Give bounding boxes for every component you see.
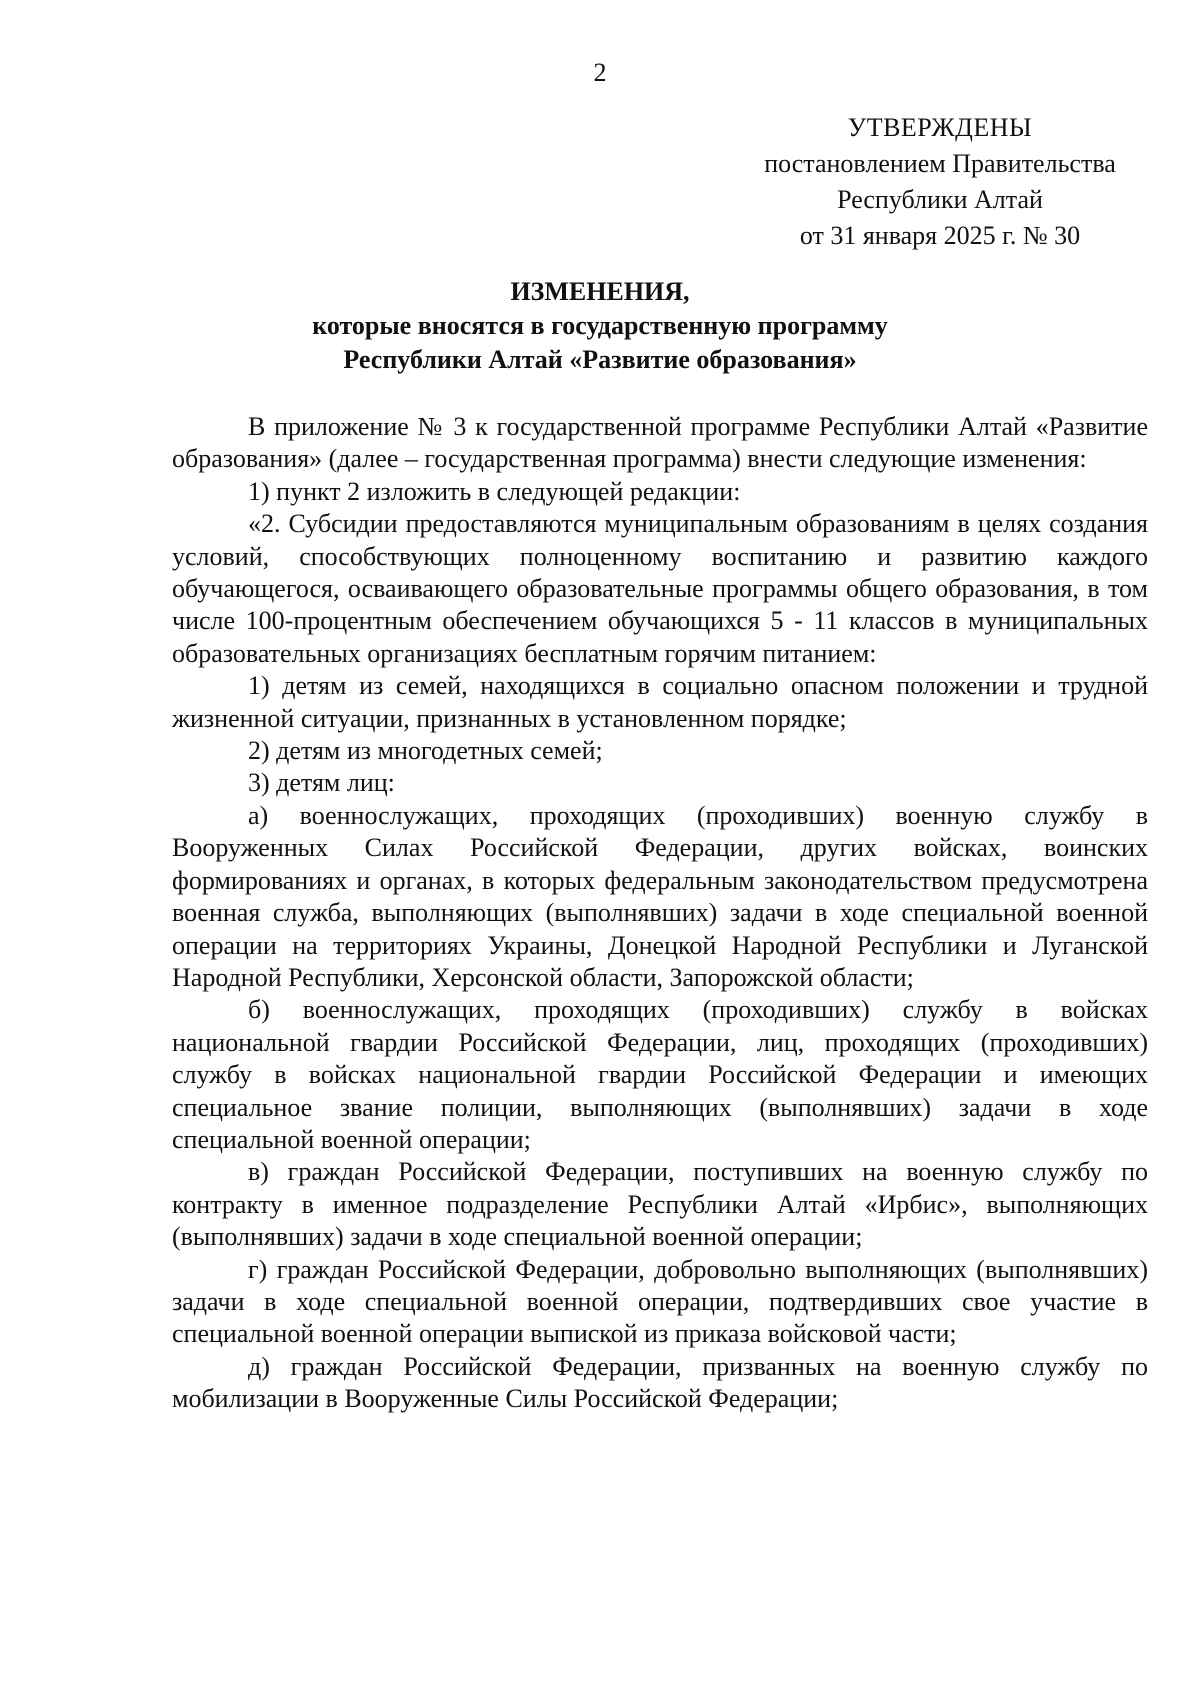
paragraph-subclause-1: 1) детям из семей, находящихся в социально опасном положении и трудной жизненной ситуации, признанных в установленном порядке; <box>172 671 1148 733</box>
paragraph-subsidy-clause: «2. Субсидии предоставляются муниципальным образованиям в целях создания условий, способствующих полноценному воспитанию и развитию каждого обучающегося, осваивающего образовательные программы общего образования, в том числе 100-процентным обеспечением обучающихся 5 - 11 классов в муниципальных образовательных организациях бесплатным горячим питанием: <box>172 509 1148 668</box>
approval-block <box>740 110 1140 254</box>
approval-heading: УТВЕРЖДЕНЫ <box>847 113 1033 142</box>
paragraph-subclause-3: 3) детям лиц: <box>248 768 395 798</box>
title-program-name: Республики Алтай «Развитие образования» <box>343 345 857 374</box>
title-subheading: которые вносятся в государственную программу <box>312 311 888 340</box>
paragraph-item-1: 1) пункт 2 изложить в следующей редакции: <box>248 476 741 506</box>
approval-decree-line: постановлением Правительства <box>764 149 1116 178</box>
document-body <box>172 411 1148 1416</box>
title-heading: ИЗМЕНЕНИЯ, <box>510 277 690 306</box>
document-title <box>200 275 1000 377</box>
paragraph-subclause-d: д) граждан Российской Федерации, призванных на военную службу по мобилизации в Вооруженные Силы Российской Федерации; <box>172 1351 1148 1414</box>
page-number: 2 <box>593 58 607 87</box>
paragraph-intro: В приложение № 3 к государственной программе Республики Алтай «Развитие образования» (далее – государственная программа) внести следующие изменения: <box>172 412 1148 474</box>
paragraph-subclause-2: 2) детям из многодетных семей; <box>248 736 603 766</box>
paragraph-subclause-a: а) военнослужащих, проходящих (проходивших) военную службу в Вооруженных Силах Российской Федерации, других войсках, воинских формированиях и органах, в которых федеральным законодательством предусмотрена военная служба, выполняющих (выполнявших) задачи в ходе специальной военной операции на территориях Украины, Донецкой Народной Республики и Луганской Народной Республики, Херсонской области, Запорожской области; <box>172 800 1148 992</box>
paragraph-subclause-v: в) граждан Российской Федерации, поступивших на военную службу по контракту в именное подразделение Республики Алтай «Ирбис», выполняющих (выполнявших) задачи в ходе специальной военной операции; <box>172 1157 1148 1252</box>
approval-region-line: Республики Алтай <box>837 185 1043 214</box>
paragraph-subclause-b: б) военнослужащих, проходящих (проходивших) службу в войсках национальной гвардии Российской Федерации, лиц, проходящих (проходивших) службу в войсках национальной гвардии Российской Федерации и имеющих специальное звание полиции, выполняющих (выполнявших) задачи в ходе специальной военной операции; <box>172 995 1148 1154</box>
approval-date-line: от 31 января 2025 г. № 30 <box>799 221 1081 250</box>
paragraph-subclause-g: г) граждан Российской Федерации, добровольно выполняющих (выполнявших) задачи в ходе специальной военной операции, подтвердивших свое участие в специальной военной операции выпиской из приказа войсковой части; <box>172 1254 1148 1349</box>
